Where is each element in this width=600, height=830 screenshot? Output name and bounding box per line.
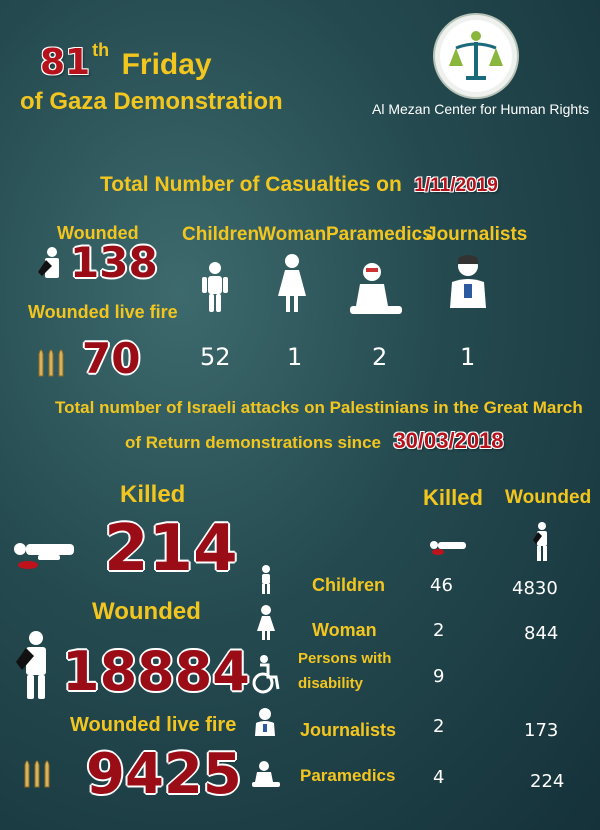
daily-category-woman-label: Woman (258, 224, 327, 245)
paramedic-icon (350, 262, 402, 316)
bullets-icon (22, 755, 54, 789)
row-paramedics-label: Paramedics (300, 766, 396, 785)
daily-category-journalists-label: Journalists (426, 224, 528, 245)
row-disability-label-line1: Persons with (298, 650, 392, 667)
total-line1: Total number of Israeli attacks on Palestinians in the Great March (55, 398, 583, 417)
row-journalists-wounded: 173 (524, 720, 559, 741)
org-name: Al Mezan Center for Human Rights (372, 101, 590, 117)
week-day: Friday (121, 48, 212, 81)
fallen-person-icon (428, 537, 468, 555)
row-woman-wounded: 844 (524, 623, 559, 644)
daily-category-children-label: Children (182, 224, 260, 245)
daily-wounded-label: Wounded (57, 223, 139, 243)
wounded-person-icon (12, 630, 54, 700)
total-live-fire-value: 9425 (86, 742, 242, 807)
daily-live-fire-label: Wounded live fire (28, 302, 178, 322)
total-line2: of Return demonstrations since (125, 433, 381, 452)
woman-icon (256, 605, 276, 641)
col-header-killed: Killed (423, 485, 483, 510)
total-killed-value: 214 (104, 512, 238, 586)
header-subtitle: of Gaza Demonstration (20, 88, 283, 115)
total-wounded-label: Wounded (92, 598, 201, 625)
wounded-person-icon (32, 246, 66, 280)
daily-title: Total Number of Casualties on (100, 173, 402, 196)
row-children-killed: 46 (430, 575, 453, 596)
wounded-person-icon (532, 522, 550, 562)
week-number: 81 (40, 42, 91, 83)
row-disability-label-line2: disability (298, 675, 364, 692)
col-header-wounded: Wounded (505, 487, 592, 508)
woman-icon (276, 254, 308, 314)
scales-of-justice-logo (432, 12, 520, 100)
child-icon (258, 565, 274, 595)
paramedic-icon (252, 760, 280, 788)
child-icon (200, 262, 230, 314)
daily-category-woman-value: 1 (287, 343, 303, 371)
total-since-date: 30/03/2018 (393, 428, 504, 453)
row-children-label: Children (312, 575, 386, 595)
total-wounded-value: 18884 (62, 640, 250, 703)
row-woman-killed: 2 (433, 620, 445, 641)
header-title (40, 40, 212, 83)
fallen-person-icon (10, 535, 80, 569)
total-killed-label: Killed (120, 481, 186, 508)
journalist-icon (448, 254, 488, 308)
row-journalists-killed: 2 (433, 716, 445, 737)
row-journalists-label: Journalists (300, 720, 397, 740)
row-children-wounded: 4830 (512, 578, 558, 599)
wheelchair-icon (250, 655, 282, 695)
daily-title-row (100, 173, 498, 197)
daily-category-paramedics-label: Paramedics (326, 224, 433, 245)
week-suffix: th (92, 40, 110, 60)
row-disability-killed: 9 (433, 666, 445, 687)
daily-date: 1/11/2019 (414, 175, 498, 196)
daily-category-journalists-value: 1 (460, 343, 476, 371)
daily-category-paramedics-value: 2 (372, 343, 388, 371)
row-paramedics-killed: 4 (433, 767, 445, 788)
total-line2-row (125, 428, 504, 454)
row-paramedics-wounded: 224 (530, 771, 565, 792)
row-woman-label: Woman (312, 620, 377, 640)
journalist-icon (254, 708, 276, 736)
daily-category-children-value: 52 (200, 343, 231, 371)
bullets-icon (36, 344, 68, 378)
total-live-fire-label: Wounded live fire (70, 714, 237, 736)
daily-wounded-value: 138 (70, 238, 158, 287)
daily-live-fire-value: 70 (82, 334, 141, 383)
